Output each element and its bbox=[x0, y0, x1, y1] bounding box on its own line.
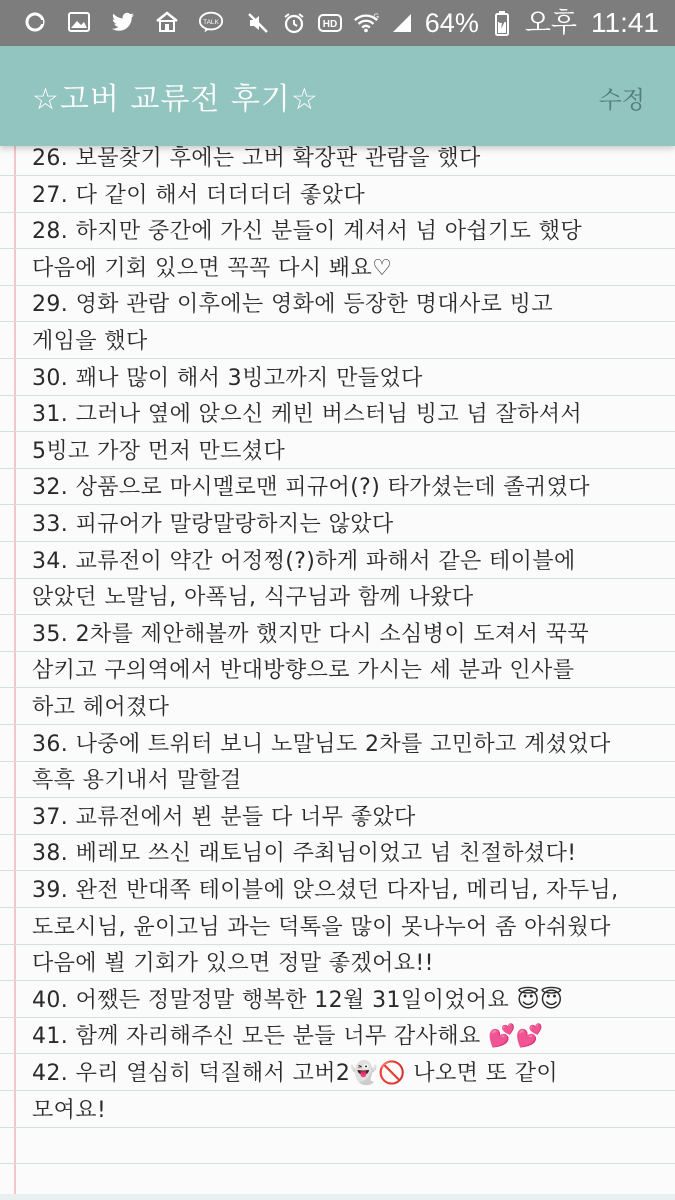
note-line-text: 35. 2차를 제안해볼까 했지만 다시 소심병이 도져서 꾹꾹 bbox=[32, 621, 590, 647]
note-line-text: 다음에 뵐 기회가 있으면 정말 좋겠어요!! bbox=[32, 951, 434, 977]
note-line-text: 29. 영화 관람 이후에는 영화에 등장한 명대사로 빙고 bbox=[32, 292, 553, 318]
note-line bbox=[0, 146, 675, 176]
alarm-icon bbox=[281, 10, 307, 36]
system-indicators bbox=[245, 6, 659, 40]
note-line bbox=[0, 652, 675, 688]
note-line-text: 27. 다 같이 해서 더더더더 좋았다 bbox=[32, 182, 365, 208]
note-line-text: 37. 교류전에서 뵌 분들 다 너무 좋았다 bbox=[32, 804, 416, 830]
note-line bbox=[0, 1018, 675, 1054]
note-line-text: 하고 헤어졌다 bbox=[32, 695, 170, 720]
notification-icons bbox=[22, 9, 224, 35]
note-line bbox=[0, 213, 675, 249]
note-line bbox=[0, 909, 675, 945]
hd-voice-icon bbox=[317, 10, 343, 36]
note-line-text: 삼키고 구의역에서 반대방향으로 가시는 세 분과 인사를 bbox=[32, 658, 575, 684]
note-line-text: 39. 완전 반대쪽 테이블에 앉으셨던 다자님, 메리님, 자두님, bbox=[32, 878, 619, 903]
note-line bbox=[0, 762, 675, 798]
gallery-icon bbox=[66, 9, 92, 35]
note-line-text: 38. 베레모 쓰신 래토님이 주최님이었고 넘 친절하셨다! bbox=[32, 841, 577, 867]
note-line-text: 5빙고 가장 먼저 만드셨다 bbox=[32, 438, 286, 464]
note-line-text: 33. 피규어가 말랑말랑하지는 않았다 bbox=[32, 512, 394, 537]
svg-text:TALK: TALK bbox=[203, 18, 219, 26]
note-line bbox=[0, 982, 675, 1018]
note-line-text: 도로시님, 윤이고님 과는 덕톡을 많이 못나누어 좀 아쉬웠다 bbox=[32, 914, 611, 940]
note-line bbox=[0, 396, 675, 432]
note-line-text: 36. 나중에 트위터 보니 노말님도 2차를 고민하고 계셨었다 bbox=[32, 731, 611, 757]
note-line-text: 흑흑 용기내서 말할걸 bbox=[32, 768, 242, 794]
note-line bbox=[0, 689, 675, 725]
note-line bbox=[0, 506, 675, 542]
status-bar bbox=[0, 0, 675, 46]
bottom-edge bbox=[0, 1194, 675, 1200]
wifi-icon bbox=[353, 10, 379, 36]
note-line-text: 30. 꽤나 많이 해서 3빙고까지 만들었다 bbox=[32, 365, 423, 391]
note-line-text: 41. 함께 자리해주신 모든 분들 너무 감사해요 💕💕 bbox=[32, 1024, 544, 1050]
battery-charging-icon bbox=[489, 10, 515, 36]
note-line-text: 32. 상품으로 마시멜로맨 피규어(?) 타가셨는데 졸귀였다 bbox=[32, 475, 590, 501]
note-line bbox=[0, 286, 675, 322]
note-line-text: 앉았던 노말님, 아폭님, 식구님과 함께 나왔다 bbox=[32, 585, 474, 611]
svg-text:HD: HD bbox=[322, 19, 338, 30]
note-line bbox=[0, 872, 675, 908]
clock-time: 11:41 bbox=[591, 7, 659, 38]
note-line bbox=[0, 1055, 675, 1091]
app-header bbox=[0, 46, 675, 146]
note-line bbox=[0, 799, 675, 835]
mute-icon bbox=[245, 10, 271, 36]
note-line-text: 42. 우리 열심히 덕질해서 고버2👻🚫 나오면 또 같이 bbox=[32, 1061, 559, 1086]
edit-button[interactable]: 수정 bbox=[598, 86, 645, 114]
note-line-text: 다음에 기회 있으면 꼭꼭 다시 봬요♡ bbox=[32, 255, 393, 281]
note-line bbox=[0, 835, 675, 871]
note-line-text: 26. 보물찾기 후에는 고버 확장판 관람을 했다 bbox=[32, 146, 481, 171]
ampm-label: 오후 bbox=[524, 8, 577, 38]
kakaotalk-icon bbox=[198, 9, 224, 35]
home-icon bbox=[154, 9, 180, 35]
note-line-text: 게임을 했다 bbox=[32, 329, 148, 354]
note-line-text: 모여요! bbox=[32, 1097, 107, 1123]
note-title: ☆고버 교류전 후기☆ bbox=[32, 82, 319, 117]
note-line-text: 40. 어쨌든 정말정말 행복한 12월 31일이었어요 😇😇 bbox=[32, 987, 564, 1013]
note-line bbox=[0, 360, 675, 396]
note-line bbox=[0, 250, 675, 286]
note-line bbox=[0, 945, 675, 981]
battery-percent: 64% bbox=[424, 8, 479, 38]
note-line bbox=[0, 433, 675, 469]
note-line-text: 34. 교류전이 약간 어정쩡(?)하게 파해서 같은 테이블에 bbox=[32, 548, 576, 574]
note-line bbox=[0, 1128, 675, 1164]
app-notification-icon bbox=[22, 9, 48, 35]
note-line-text: 31. 그러나 옆에 앉으신 케빈 버스터님 빙고 넘 잘하셔서 bbox=[32, 402, 583, 428]
network-type-label: G bbox=[373, 11, 379, 21]
note-line-text: 28. 하지만 중간에 가신 분들이 계셔서 넘 아쉽기도 했당 bbox=[32, 219, 583, 245]
twitter-icon bbox=[110, 9, 136, 35]
note-line bbox=[0, 177, 675, 213]
note-line bbox=[0, 323, 675, 359]
note-body[interactable] bbox=[0, 146, 675, 1200]
note-line bbox=[0, 543, 675, 579]
signal-icon bbox=[389, 10, 415, 36]
note-line bbox=[0, 469, 675, 505]
note-line bbox=[0, 579, 675, 615]
note-line bbox=[0, 726, 675, 762]
note-line bbox=[0, 1092, 675, 1128]
note-line bbox=[0, 616, 675, 652]
